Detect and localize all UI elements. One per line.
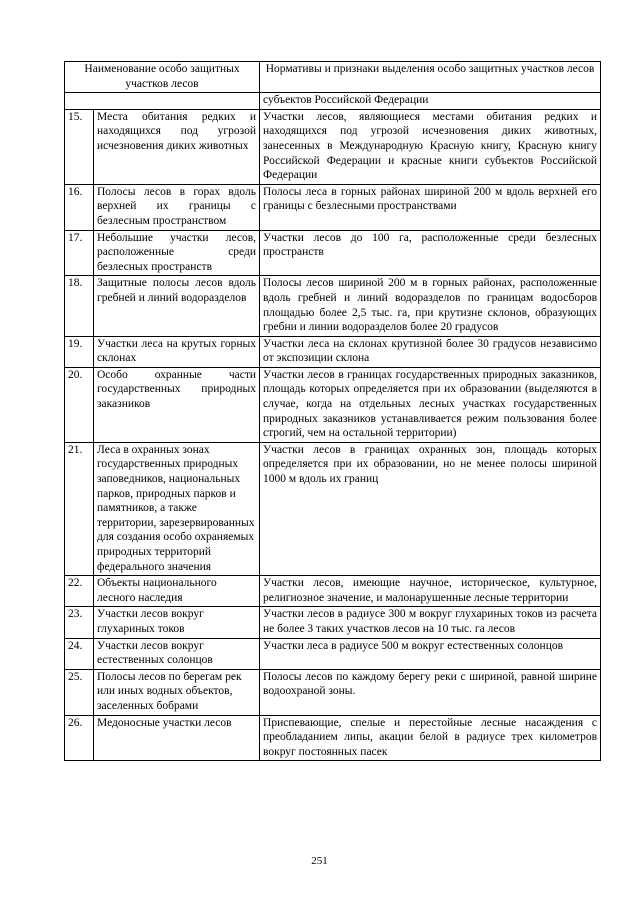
row-norm: Участки лесов до 100 га, расположенные среди безлесных пространств [260,230,601,276]
row-norm: Участки лесов в границах охранных зон, площадь которых определяется при их образовании, но не менее полосы шириной 1000 м вдоль их границ [260,442,601,575]
row-norm: Участки лесов в радиусе 300 м вокруг глухариных токов из расчета не более 3 таких участков лесов на 10 тыс. га лесов [260,607,601,638]
table-row [65,230,601,276]
table-row [65,109,601,184]
table-row [65,336,601,367]
table-row [65,276,601,336]
table-row [65,715,601,761]
continuation-empty-cell [65,93,260,110]
row-name: Леса в охранных зонах государственных природных заповедников, национальных парков, природных парков и памятников, а также территории, зарезервированных для создания особо охраняемых природных территорий федерального значения [94,442,260,575]
row-number: 23. [65,607,94,638]
table-row [65,669,601,715]
row-name: Медоносные участки лесов [94,715,260,761]
row-number: 24. [65,638,94,669]
row-norm: Полосы леса в горных районах шириной 200 м вдоль верхней его границы с безлесными пространствами [260,184,601,230]
row-name: Особо охранные части государственных природных заказников [94,367,260,442]
row-name: Места обитания редких и находящихся под угрозой исчезновения диких животных [94,109,260,184]
row-norm: Участки лесов, имеющие научное, историческое, культурное, религиозное значение, и малонарушенные лесные территории [260,576,601,607]
norms-table [64,61,601,761]
row-number: 16. [65,184,94,230]
page-number: 251 [311,855,328,867]
row-number: 19. [65,336,94,367]
row-number: 26. [65,715,94,761]
continuation-row [65,93,601,110]
row-norm: Участки лесов в границах государственных природных заказников, площадь которых определяется при их образовании (выделяются в случае, когда на отдельных лесных участках государственных природных заказников устанавливается режим пользования более строгий, чем на остальной территории) [260,367,601,442]
continuation-text: субъектов Российской Федерации [260,93,601,110]
row-norm: Полосы лесов шириной 200 м в горных районах, расположенные вдоль гребней и линий водоразделов по границам водосборов площадью более 2,5 тыс. га, при крутизне склонов, образующих гребни и линии водоразделов более 20 градусов [260,276,601,336]
row-name: Полосы лесов в горах вдоль верхней их границы с безлесным пространством [94,184,260,230]
row-name: Участки лесов вокруг естественных солонцов [94,638,260,669]
header-name: Наименование особо защитных участков лесов [65,62,260,93]
table-row [65,367,601,442]
row-number: 25. [65,669,94,715]
row-number: 22. [65,576,94,607]
row-number: 21. [65,442,94,575]
table-row [65,184,601,230]
row-name: Небольшие участки лесов, расположенные среди безлесных пространств [94,230,260,276]
row-number: 18. [65,276,94,336]
row-norm: Участки лесов, являющиеся местами обитания редких и находящихся под угрозой исчезновения диких животных, занесенных в Международную Красную книгу, Красную книгу Российской Федерации и красные книги субъектов Российской Федерации [260,109,601,184]
table-row [65,576,601,607]
row-number: 15. [65,109,94,184]
row-name: Участки лесов вокруг глухариных токов [94,607,260,638]
row-name: Полосы лесов по берегам рек или иных водных объектов, заселенных бобрами [94,669,260,715]
row-norm: Участки леса в радиусе 500 м вокруг естественных солонцов [260,638,601,669]
row-norm: Участки леса на склонах крутизной более 30 градусов независимо от экспозиции склона [260,336,601,367]
row-norm: Приспевающие, спелые и перестойные лесные насаждения с преобладанием липы, акации белой в радиусе трех километров вокруг постоянных пасек [260,715,601,761]
row-name: Участки леса на крутых горных склонах [94,336,260,367]
table-row [65,638,601,669]
table-row [65,442,601,575]
row-number: 17. [65,230,94,276]
row-name: Объекты национального лесного наследия [94,576,260,607]
row-number: 20. [65,367,94,442]
row-norm: Полосы лесов по каждому берегу реки с шириной, равной ширине водоохраной зоны. [260,669,601,715]
row-name: Защитные полосы лесов вдоль гребней и линий водоразделов [94,276,260,336]
header-norm: Нормативы и признаки выделения особо защитных участков лесов [260,62,601,93]
table-row [65,607,601,638]
table-header-row [65,62,601,93]
